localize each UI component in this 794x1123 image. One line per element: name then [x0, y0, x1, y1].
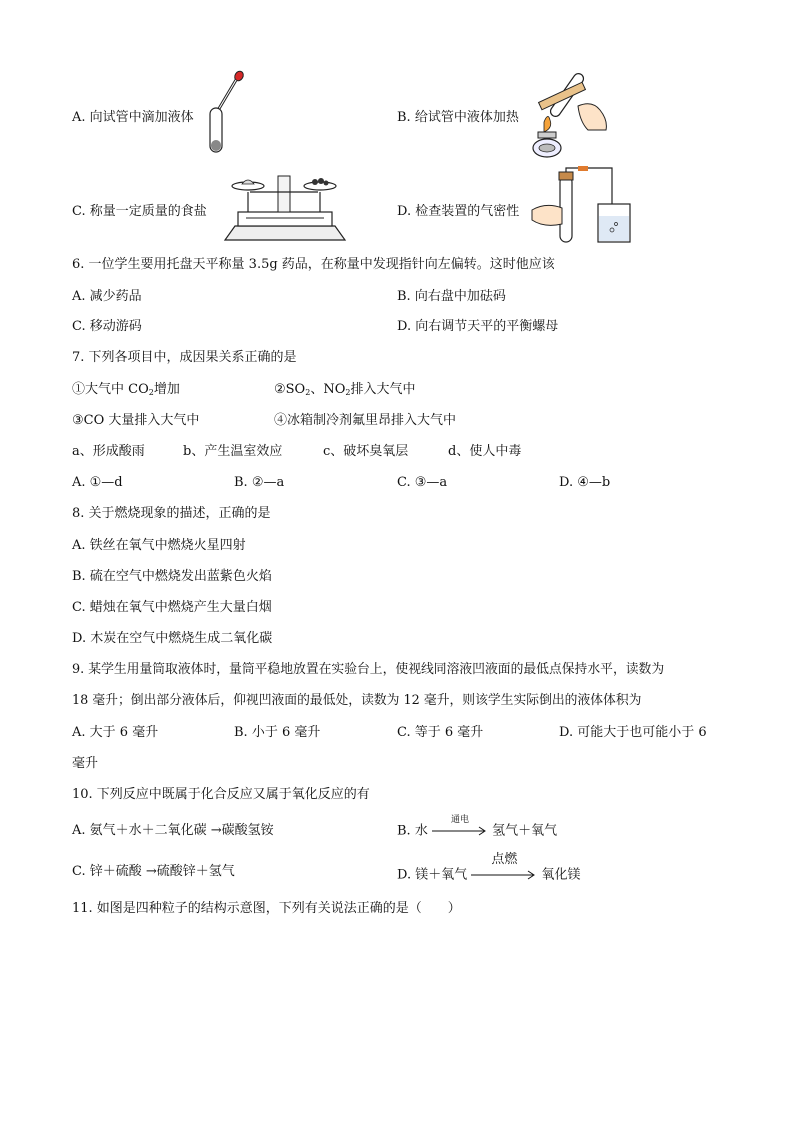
q8-option-d: D. 木炭在空气中燃烧生成二氧化碳: [72, 631, 273, 646]
q8-stem: 8. 关于燃烧现象的描述，正确的是: [72, 506, 271, 521]
q10-option-d: D. 镁＋氧气 点燃 氧化镁: [397, 852, 581, 883]
q5-option-b: B. 给试管中液体加热: [397, 110, 519, 125]
arrow-icon: [471, 870, 537, 880]
q6-option-c: C. 移动游码: [72, 319, 142, 334]
dropper-test-tube-illustration: [205, 70, 245, 155]
q9-option-b: B. 小于 6 毫升: [234, 725, 321, 740]
q9-stem-line2: 18 毫升；倒出部分液体后，仰视凹液面的最低处，读数为 12 毫升，则该学生实际倒出的液体体积为: [72, 693, 642, 708]
electrolysis-arrow: [432, 815, 488, 840]
q6-option-a: A. 减少药品: [72, 289, 142, 304]
q7-option-d: D. ④—b: [559, 475, 611, 490]
q7-effect-d: d、使人中毒: [448, 444, 522, 459]
q6-option-b: B. 向右盘中加砝码: [397, 289, 506, 304]
airtightness-check-illustration: [530, 166, 640, 246]
condition-label-ignition: 点燃: [491, 852, 518, 867]
q10-option-b: B. 水 通电 氢气＋氧气: [397, 822, 557, 841]
q7-option-a: A. ①—d: [72, 475, 123, 490]
q11-stem: 11. 如图是四种粒子的结构示意图，下列有关说法正确的是（ ）: [72, 901, 461, 916]
arrow-icon: [432, 826, 488, 836]
q7-item-1: ①大气中 $CO_2$增加: [72, 382, 180, 397]
q9-option-d-continued: 毫升: [72, 756, 99, 771]
q8-option-b: B. 硫在空气中燃烧发出蓝紫色火焰: [72, 569, 272, 584]
q7-item-4: ④冰箱制冷剂氟里昂排入大气中: [274, 413, 457, 428]
q9-option-c: C. 等于 6 毫升: [397, 725, 484, 740]
q7-option-b: B. ②—a: [234, 475, 285, 490]
condition-label-electrolysis: 通电: [450, 815, 469, 825]
q10-option-c: C. 锌＋硫酸 →硫酸锌＋氢气: [72, 864, 235, 879]
q9-option-d: D. 可能大于也可能小于 6: [559, 725, 707, 740]
q7-item-2: $②SO_2$、$NO_2$排入大气中: [274, 382, 416, 397]
q5-option-c: C. 称量一定质量的食盐: [72, 204, 207, 219]
q7-option-c: C. ③—a: [397, 475, 448, 490]
q9-option-a: A. 大于 6 毫升: [72, 725, 159, 740]
q6-stem: 6. 一位学生要用托盘天平称量 3.5g 药品，在称量中发现指针向左偏转。这时他应该: [72, 257, 555, 272]
q10-option-a: A. 氨气＋水＋二氧化碳 →碳酸氢铵: [72, 823, 274, 838]
q7-item-3: ③CO 大量排入大气中: [72, 413, 200, 428]
q7-effect-b: b、产生温室效应: [183, 444, 283, 459]
balance-illustration: [220, 168, 350, 243]
ignition-arrow: [471, 852, 537, 884]
q7-effect-a: a、形成酸雨: [72, 444, 145, 459]
q7-stem: 7. 下列各项目中，成因果关系正确的是: [72, 350, 297, 365]
q5-option-a: A. 向试管中滴加液体: [72, 110, 194, 125]
q9-stem-line1: 9. 某学生用量筒取液体时，量筒平稳地放置在实验台上，使视线同溶液凹液面的最低点保持水平，读数为: [72, 662, 665, 677]
q8-option-c: C. 蜡烛在氧气中燃烧产生大量白烟: [72, 600, 272, 615]
q6-option-d: D. 向右调节天平的平衡螺母: [397, 319, 559, 334]
q5-option-d: D. 检查装置的气密性: [397, 204, 520, 219]
q10-stem: 10. 下列反应中既属于化合反应又属于氧化反应的有: [72, 787, 370, 802]
q7-effect-c: c、破坏臭氧层: [323, 444, 409, 459]
heating-test-tube-illustration: [528, 70, 613, 160]
q8-option-a: A. 铁丝在氧气中燃烧火星四射: [72, 538, 246, 553]
